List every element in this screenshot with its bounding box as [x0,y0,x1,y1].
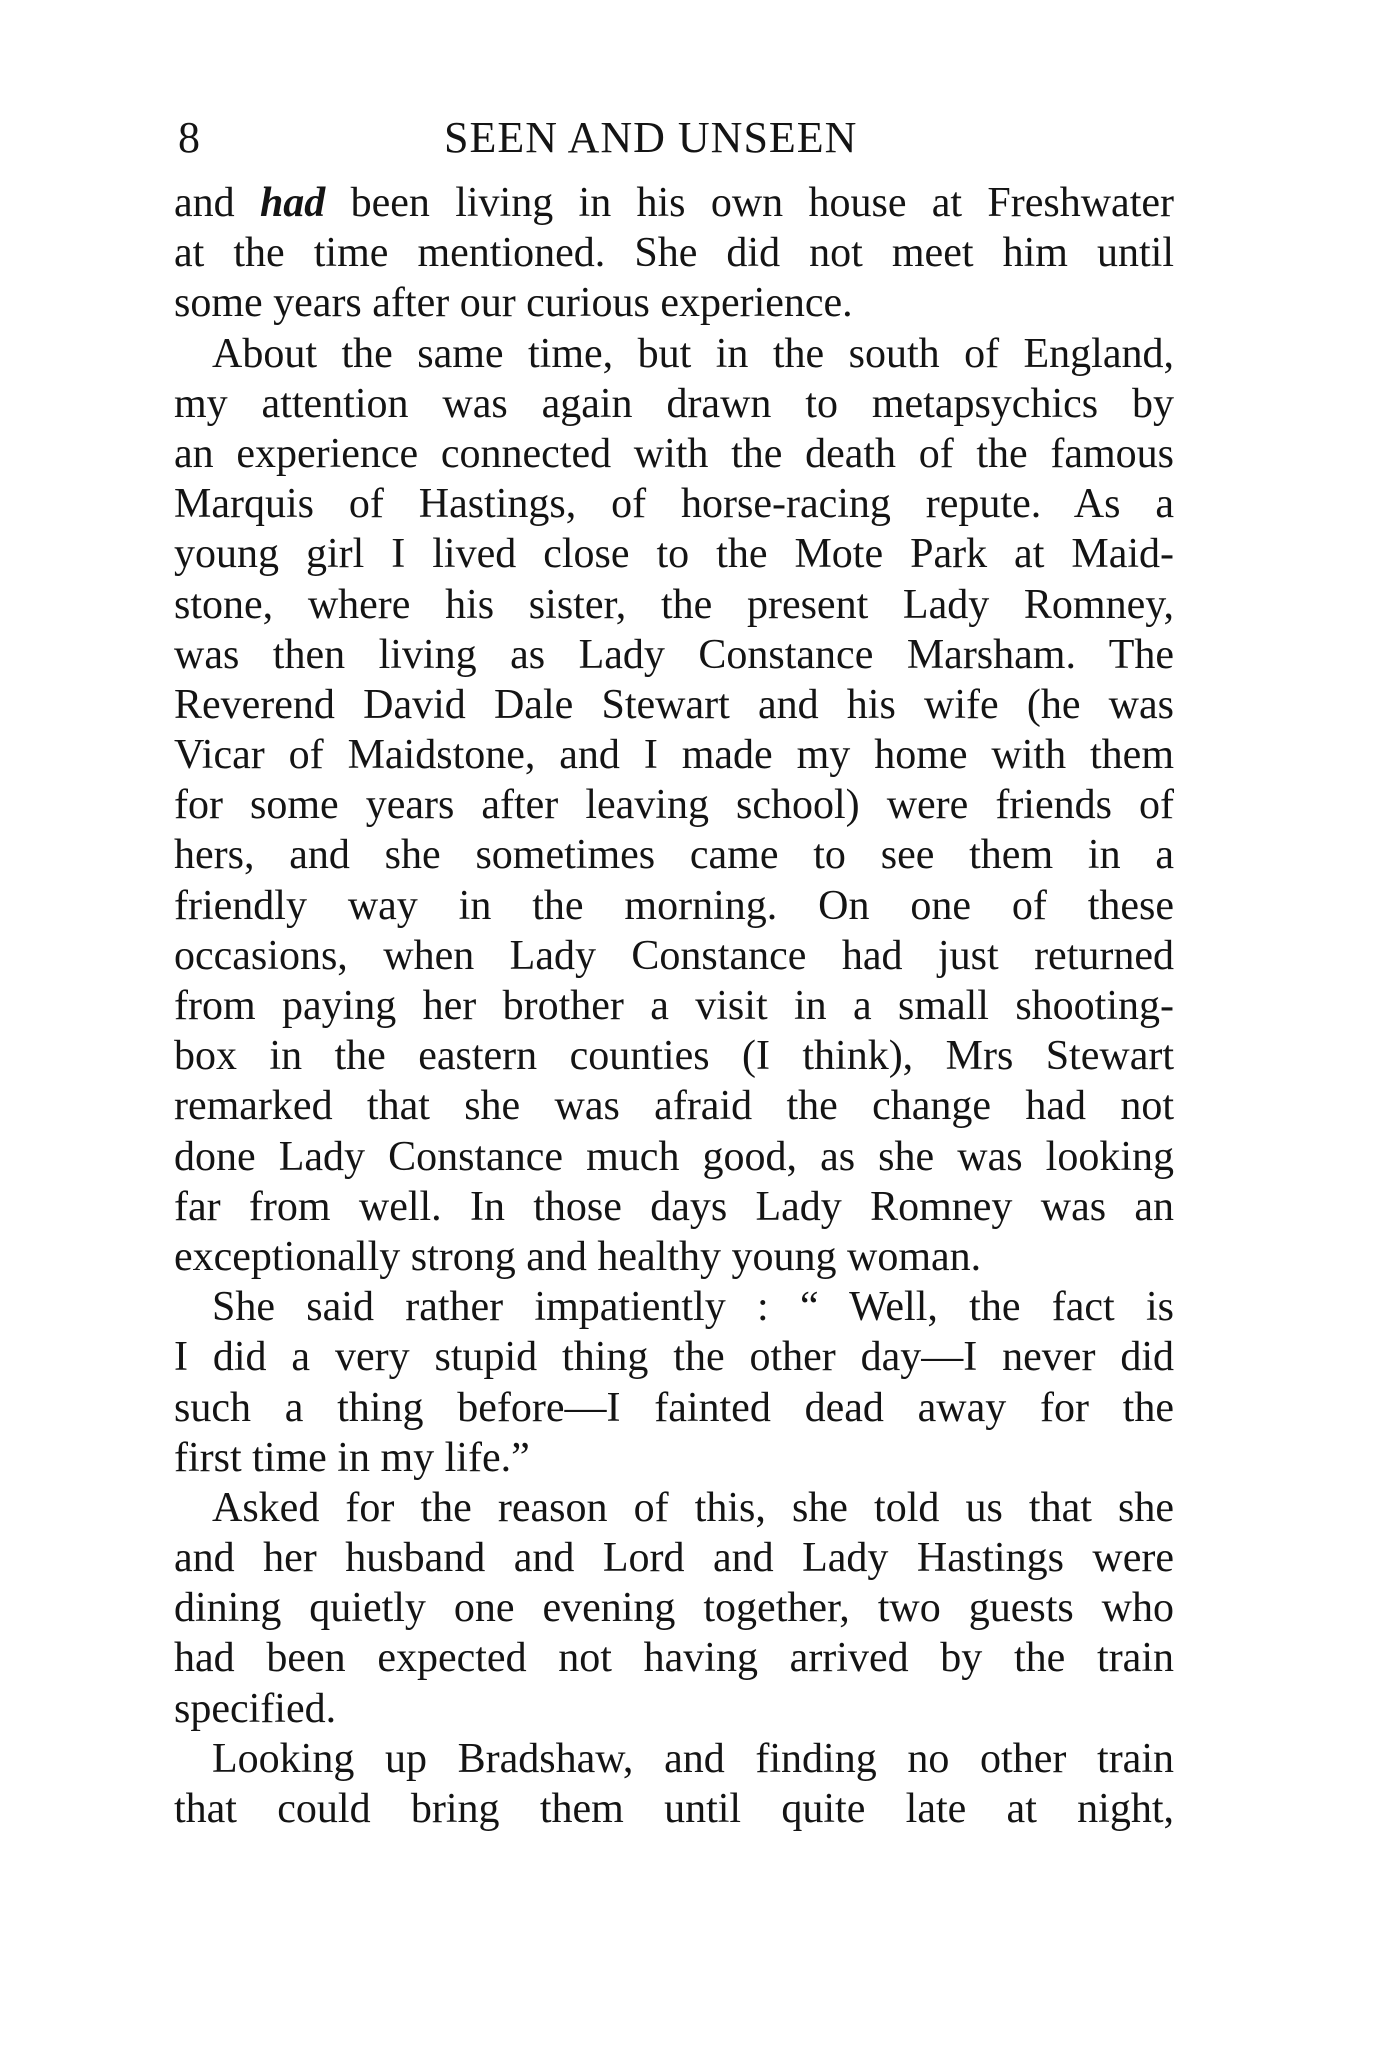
text-line: Reverend David Dale Stewart and his wife (he was [174,681,1174,728]
text-line [174,178,1174,228]
text-line: from paying her brother a visit in a small shooting- [174,983,1174,1029]
text-line: She said rather impatiently : “ Well, the fact is [212,1284,1174,1331]
text-line: Asked for the reason of this, she told us that she [212,1484,1174,1531]
text-line: for some years after leaving school) were friends of [174,782,1174,829]
running-title: SEEN AND UNSEEN [444,113,858,162]
text-segment: been living in his own house at Freshwater [325,180,1174,226]
text-line: dining quietly one evening together, two guests who [174,1585,1174,1632]
text-line: occasions, when Lady Constance had just returned [174,932,1174,979]
text-line: was then living as Lady Constance Marsham. The [174,631,1174,678]
text-line: remarked that she was afraid the change had not [174,1083,1174,1130]
text-line: friendly way in the morning. On one of these [174,882,1174,929]
text-line: stone, where his sister, the present Lady Romney, [174,581,1174,628]
text-line: Marquis of Hastings, of horse-racing repute. As a [174,481,1174,528]
text-line: specified. [174,1685,337,1732]
text-line: some years after our curious experience. [174,280,853,327]
text-line: far from well. In those days Lady Romney was an [174,1183,1174,1230]
text-line: at the time mentioned. She did not meet him until [174,230,1174,277]
text-line: and her husband and Lord and Lady Hastings were [174,1535,1174,1582]
text-line: young girl I lived close to the Mote Park at Maid- [174,531,1174,578]
text-line: that could bring them until quite late at night, [174,1786,1174,1832]
text-line: first time in my life.” [174,1434,530,1481]
page-header [178,108,1178,168]
text-line: box in the eastern counties (I think), Mrs Stewart [174,1033,1174,1080]
page-number: 8 [178,113,200,162]
text-segment: and [174,180,260,226]
text-line: Looking up Bradshaw, and finding no other train [212,1735,1174,1782]
text-line: my attention was again drawn to metapsychics by [174,380,1174,427]
text-line: Vicar of Maidstone, and I made my home with them [174,732,1174,779]
text-line: an experience connected with the death of the famous [174,430,1174,477]
text-line: hers, and she sometimes came to see them in a [174,832,1174,879]
text-line: I did a very stupid thing the other day—I never did [174,1334,1174,1381]
body-text [174,178,1174,1834]
text-line: exceptionally strong and healthy young woman. [174,1233,982,1280]
text-line: About the same time, but in the south of England, [212,330,1174,377]
text-line: such a thing before—I fainted dead away for the [174,1384,1174,1431]
text-line: had been expected not having arrived by the train [174,1635,1174,1682]
emphasized-word: had [259,180,326,226]
text-line: done Lady Constance much good, as she was looking [174,1133,1174,1180]
